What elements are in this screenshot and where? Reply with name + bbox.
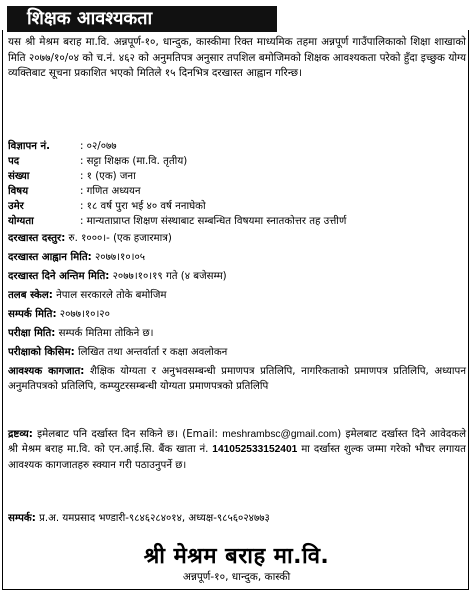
contact-row xyxy=(8,511,466,526)
detail-row: पद : सट्टा शिक्षक (मा.वि. तृतीय) xyxy=(8,156,188,167)
detail-value: १ (एक) जना xyxy=(86,171,136,182)
info-value: नेपाल सरकारले तोके बमोजिम xyxy=(56,290,167,301)
info-row xyxy=(8,326,466,341)
documents-text: शैक्षिक योग्यता र अनुभवसम्बन्धी प्रमाणपत्र प्रतिलिपि, नागरिकताको प्रमाणपत्र प्रतिलिपि, अध्यापन अनुमतिपत्रको प्रतिलिपि, कम्प्युटरसम्बन्धी योग्यता प्रमाणपत्रको प्रतिलिपि xyxy=(8,366,466,393)
info-label: दरखास्त दिने अन्तिम मिति: xyxy=(8,271,110,282)
bank-account-number: 141052533152401 xyxy=(212,444,298,456)
info-value: २०७७।१०।०५ xyxy=(94,252,146,263)
detail-row: विषय : गणित अध्ययन xyxy=(8,186,141,197)
detail-value: ०२/०७७ xyxy=(86,141,117,152)
info-value: रु. १०००।- (एक हजारमात्र) xyxy=(68,233,172,244)
info-value: २०७७।१०।२० xyxy=(59,309,110,320)
info-label: परीक्षाको किसिम: xyxy=(8,347,75,358)
detail-row: संख्या : १ (एक) जना xyxy=(8,171,136,182)
info-label: सम्पर्क मिति: xyxy=(8,309,57,320)
info-value: सम्पर्क मितिमा तोकिने छ। xyxy=(58,328,154,339)
detail-value: १८ वर्ष पुरा भई ४० वर्ष ननाघेको xyxy=(86,201,206,212)
notice-title: शिक्षक आवश्यकता xyxy=(7,6,277,32)
detail-label: संख्या xyxy=(8,171,30,182)
detail-row: विज्ञापन नं. : ०२/०७७ xyxy=(8,141,117,152)
title-bar xyxy=(2,2,469,30)
info-row xyxy=(8,345,466,360)
info-label: तलब स्केल: xyxy=(8,290,53,301)
detail-value: गणित अध्ययन xyxy=(86,186,141,197)
note-text: इमेलबाट पनि दर्खास्त दिन सकिने छ। (Email: xyxy=(37,429,223,440)
contact-label: सम्पर्क: xyxy=(8,513,36,524)
documents-paragraph xyxy=(8,364,466,395)
note-label: द्रष्टव्य: xyxy=(8,429,33,440)
detail-value: सट्टा शिक्षक (मा.वि. तृतीय) xyxy=(86,156,188,167)
info-value: लिखित तथा अन्तर्वार्ता र कक्षा अवलोकन xyxy=(77,347,228,358)
school-address: अन्नपूर्ण-१०, धान्दुक, कास्की xyxy=(182,571,291,583)
contact-text: प्र.अ. यमप्रसाद भण्डारी-९८४६२८४०१४, अध्यक्ष-९८५६०२४७७३ xyxy=(39,513,270,524)
detail-label: विषय xyxy=(8,186,29,197)
intro-paragraph: यस श्री मेश्रम बराह मा.वि. अन्नपूर्ण-१०, धान्दुक, कास्कीमा रिक्त माध्यमिक तहमा अन्नपूर्ण गाउँपालिकाको शिक्षा शाखाको मिति २०७७/१०/०४ को च.नं. ४६२ को अनुमतिपत्र अनुसार तपशिल बमोजिमको शिक्षक आवश्यकता परेको हुँदा इच्छुक योग्य व्यक्तिबाट सूचना प्रकाशित भएको मितिले १५ दिनभित्र दरखास्त आह्वान गरिन्छ। xyxy=(8,36,466,80)
info-label: परीक्षा मिति: xyxy=(8,328,56,339)
school-name: श्री मेश्रम बराह मा.वि. xyxy=(143,544,330,569)
detail-label: योग्यता xyxy=(8,216,34,227)
info-row xyxy=(8,288,466,303)
info-label: दरखास्त आह्वान मिति: xyxy=(8,252,92,263)
detail-label: विज्ञापन नं. xyxy=(8,141,50,152)
info-row xyxy=(8,269,466,284)
info-row xyxy=(8,250,466,265)
detail-row: उमेर : १८ वर्ष पुरा भई ४० वर्ष ननाघेको xyxy=(8,201,206,212)
email-link[interactable]: meshrambsc@gmail.com xyxy=(222,429,338,440)
documents-label: आवश्यक कागजात: xyxy=(8,366,85,377)
detail-label: उमेर xyxy=(8,201,24,212)
note-paragraph xyxy=(8,427,466,473)
detail-row: योग्यता : मान्यताप्राप्त शिक्षण संस्थाबाट सम्बन्धित विषयमा स्नातकोत्तर तह उत्तीर्ण xyxy=(8,216,347,227)
info-row xyxy=(8,307,466,322)
detail-label: पद xyxy=(8,156,20,167)
info-value: २०७७।१०।१९ गते (४ बजेसम्म) xyxy=(112,271,227,282)
note-text: ) इमेलबाट दर्खास्त दिने आवेदकले श्री मेश्रम बराह मा.वि. को एन.आई.सि. बैंक खाता नं. xyxy=(8,429,466,456)
note-text: मा दर्खास्त शुल्क जम्मा गरेको भौचर लगायत आवश्यक कागजातहरु स्क्यान गरी पठाउनुपर्ने छ। xyxy=(8,444,466,471)
info-label: दरखास्त दस्तुर: xyxy=(8,233,66,244)
detail-value: मान्यताप्राप्त शिक्षण संस्थाबाट सम्बन्धित विषयमा स्नातकोत्तर तह उत्तीर्ण xyxy=(86,216,347,227)
info-row xyxy=(8,231,466,246)
